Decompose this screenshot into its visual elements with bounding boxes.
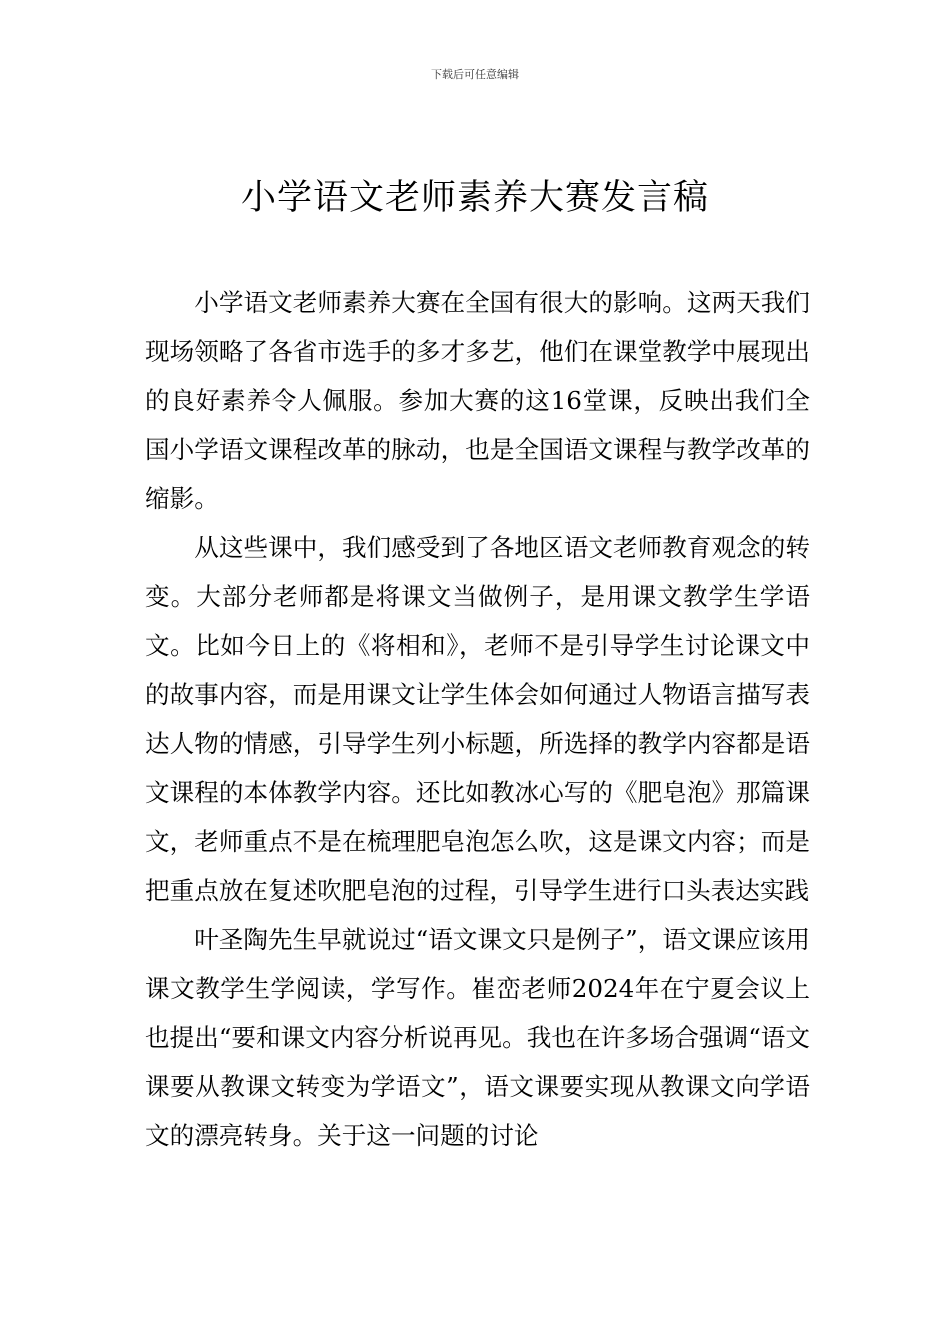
paragraph-3: 叶圣陶先生早就说过“语文课文只是例子”，语文课应该用课文教学生学阅读，学写作。崔峦老师2024年在宁夏会议上也提出“要和课文内容分析说再见。我也在许多场合强调“语文课要从教课文转变为学语文”，语文课要实现从教课文向学语文的漂亮转身。关于这一问题的讨论 [145,925,810,1150]
paragraph-1: 小学语文老师素养大赛在全国有很大的影响。这两天我们现场领略了各省市选手的多才多艺，他们在课堂教学中展现出的良好素养令人佩服。参加大赛的这16堂课，反映出我们全国小学语文课程改革的脉动，也是全国语文课程与教学改革的缩影。 [145,288,810,513]
header-note: 下载后可任意编辑 [431,68,519,81]
paragraph-2: 从这些课中，我们感受到了各地区语文老师教育观念的转变。大部分老师都是将课文当做例子，是用课文教学生学语文。比如今日上的《将相和》，老师不是引导学生讨论课文中的故事内容，而是用课文让学生体会如何通过人物语言描写表达人物的情感，引导学生列小标题，所选择的教学内容都是语文课程的本体教学内容。还比如教冰心写的《肥皂泡》那篇课文，老师重点不是在梳理肥皂泡怎么吹，这是课文内容；而是把重点放在复述吹肥皂泡的过程，引导学生进行口头表达实践 [145,533,810,905]
document-body [145,278,810,1160]
document-title: 小学语文老师素养大赛发言稿 [240,178,709,218]
